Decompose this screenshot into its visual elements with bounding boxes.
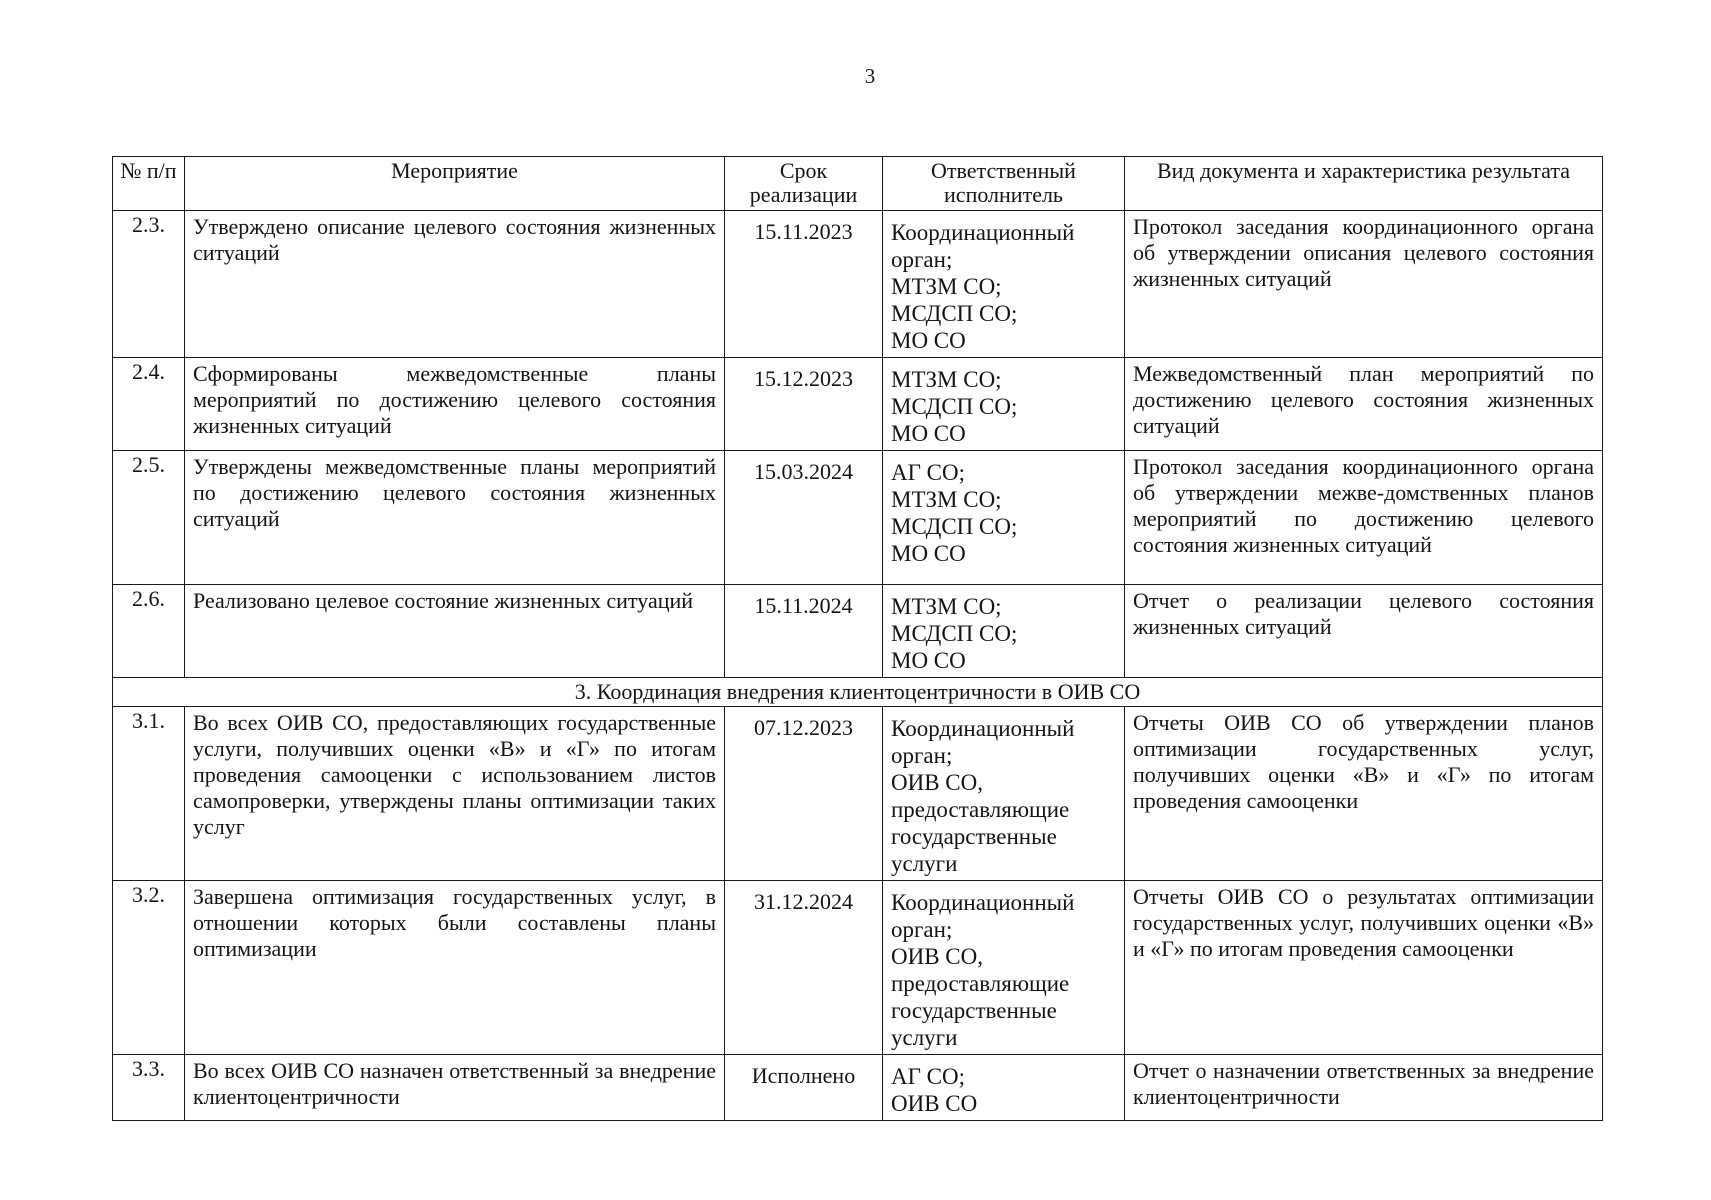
row-responsible: Координационный орган; ОИВ СО, предоставляющие государственные услуги [883,881,1125,1055]
row-event: Во всех ОИВ СО назначен ответственный за внедрение клиентоцентричности [185,1055,725,1121]
row-result: Отчет о реализации целевого состояния жизненных ситуаций [1125,585,1603,678]
table-row [113,585,1603,678]
row-term: 31.12.2024 [725,881,883,1055]
row-result: Отчет о назначении ответственных за внедрение клиентоцентричности [1125,1055,1603,1121]
table-row [113,707,1603,881]
row-num: 3.2. [113,881,185,1055]
header-responsible: Ответственный исполнитель [883,157,1125,211]
row-result: Отчеты ОИВ СО об утверждении планов оптимизации государственных услуг, получивших оценки «В» и «Г» по итогам проведения самооценки [1125,707,1603,881]
row-event: Сформированы межведомственные планы мероприятий по достижению целевого состояния жизненных ситуаций [185,358,725,451]
row-responsible: АГ СО; ОИВ СО [883,1055,1125,1121]
activity-plan-table [112,156,1603,1121]
row-num: 2.5. [113,451,185,585]
row-event: Во всех ОИВ СО, предоставляющих государственные услуги, получивших оценки «В» и «Г» по итогам проведения самооценки с использованием листов самопроверки, утверждены планы оптимизации таких услуг [185,707,725,881]
row-result: Межведомственный план мероприятий по достижению целевого состояния жизненных ситуаций [1125,358,1603,451]
header-term: Срок реализации [725,157,883,211]
row-event: Утверждено описание целевого состояния жизненных ситуаций [185,211,725,358]
table-row [113,1055,1603,1121]
page-number: 3 [864,64,876,88]
row-responsible: МТЗМ СО; МСДСП СО; МО СО [883,585,1125,678]
table-row [113,881,1603,1055]
row-term: 07.12.2023 [725,707,883,881]
row-event: Реализовано целевое состояние жизненных ситуаций [185,585,725,678]
table-row [113,358,1603,451]
row-num: 3.3. [113,1055,185,1121]
row-num: 3.1. [113,707,185,881]
row-term: 15.11.2023 [725,211,883,358]
row-term: 15.11.2024 [725,585,883,678]
header-num: № п/п [113,157,185,211]
row-result: Отчеты ОИВ СО о результатах оптимизации государственных услуг, получивших оценки «В» и «Г» по итогам проведения самооценки [1125,881,1603,1055]
row-result: Протокол заседания координационного органа об утверждении описания целевого состояния жизненных ситуаций [1125,211,1603,358]
row-num: 2.6. [113,585,185,678]
row-responsible: Координационный орган; ОИВ СО, предоставляющие государственные услуги [883,707,1125,881]
header-event: Мероприятие [185,157,725,211]
row-responsible: АГ СО; МТЗМ СО; МСДСП СО; МО СО [883,451,1125,585]
row-responsible: Координационный орган; МТЗМ СО; МСДСП СО; МО СО [883,211,1125,358]
table-row [113,451,1603,585]
section-title: 3. Координация внедрения клиентоцентричности в ОИВ СО [113,678,1603,707]
row-result: Протокол заседания координационного органа об утверждении межве-домственных планов мероприятий по достижению целевого состояния жизненных ситуаций [1125,451,1603,585]
row-event: Завершена оптимизация государственных услуг, в отношении которых были составлены планы оптимизации [185,881,725,1055]
table-row [113,211,1603,358]
header-result: Вид документа и характеристика результата [1125,157,1603,211]
table-header-row [113,157,1603,211]
row-term: Исполнено [725,1055,883,1121]
row-term: 15.03.2024 [725,451,883,585]
row-responsible: МТЗМ СО; МСДСП СО; МО СО [883,358,1125,451]
row-num: 2.4. [113,358,185,451]
section-heading-row [113,678,1603,707]
row-term: 15.12.2023 [725,358,883,451]
row-event: Утверждены межведомственные планы мероприятий по достижению целевого состояния жизненных ситуаций [185,451,725,585]
row-num: 2.3. [113,211,185,358]
